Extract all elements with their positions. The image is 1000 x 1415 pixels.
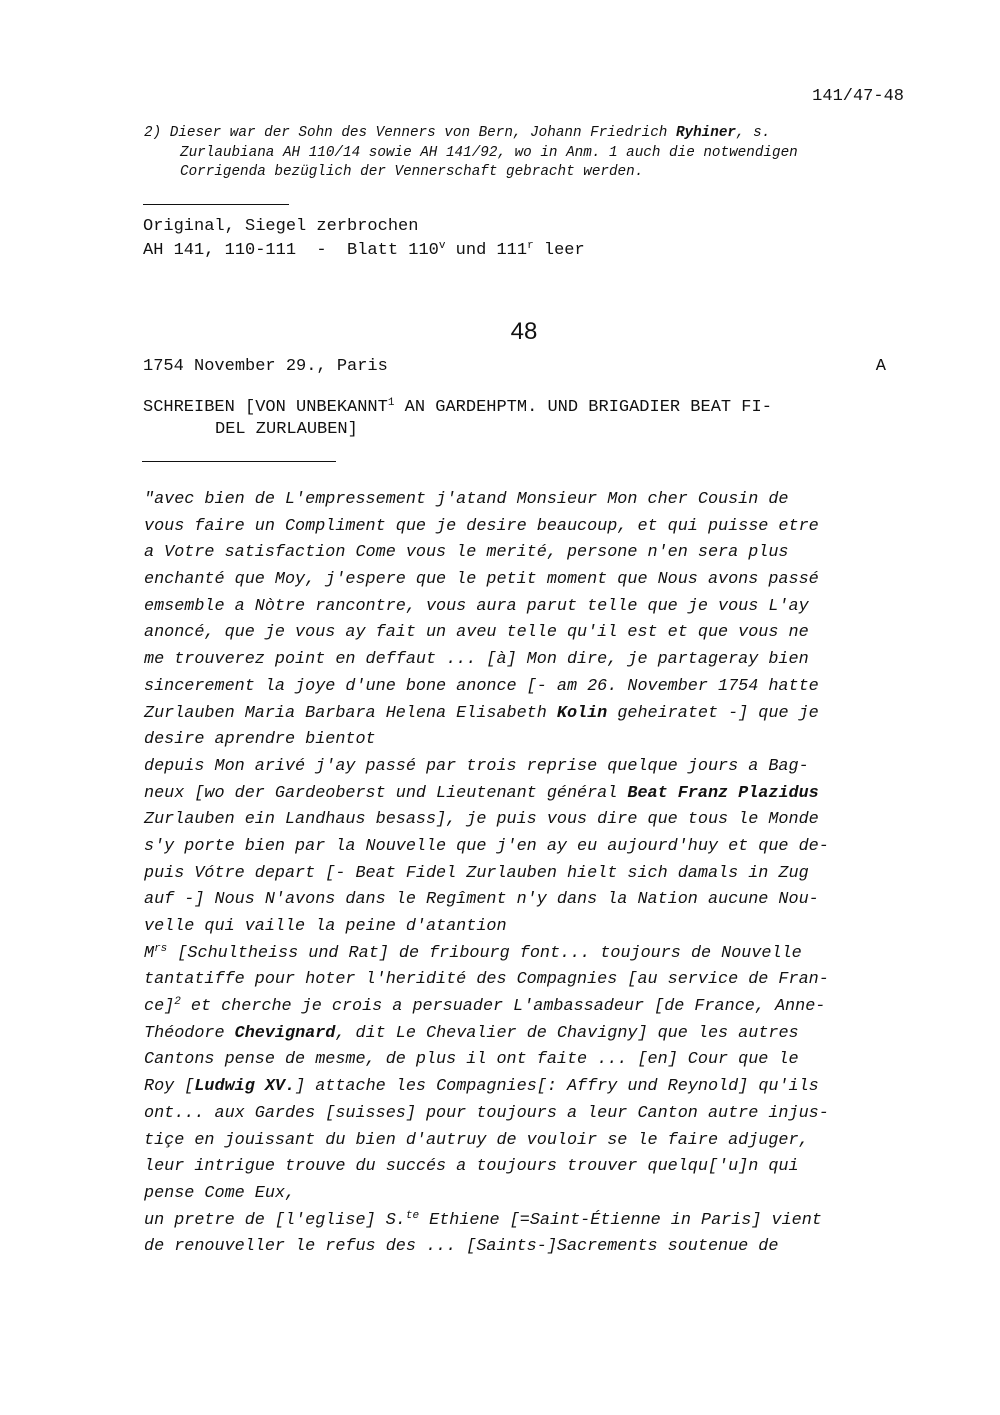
body-line xyxy=(144,514,914,541)
text-segment: Zurlaubiana AH 110/14 sowie AH 141/92, wo in Anm. 1 auch die notwendigen xyxy=(180,144,798,161)
footnote xyxy=(144,124,924,183)
text-segment: geheiratet -] que je xyxy=(607,703,819,723)
superscript: te xyxy=(405,1209,420,1222)
text-segment: Zurlauben Maria Barbara Helena Elisabeth xyxy=(144,703,557,723)
text-segment: M xyxy=(144,943,155,963)
body-line xyxy=(144,620,914,647)
body-line xyxy=(144,701,914,728)
text-segment: , dit Le Chevalier de Chavigny] que les autres xyxy=(335,1023,799,1043)
text-segment: neux [wo der Gardeoberst und Lieutenant général xyxy=(144,783,628,803)
text-segment: Zurlauben ein Landhaus besass], je puis vous dire que tous le Monde xyxy=(144,810,819,830)
body-line xyxy=(144,1047,914,1074)
text-segment: und 111 xyxy=(445,241,528,260)
footnote-line xyxy=(144,144,924,164)
body-line xyxy=(144,1234,914,1261)
document-type: A xyxy=(875,357,886,376)
text-segment: SCHREIBEN [VON UNBEKANNT xyxy=(143,398,388,417)
text-segment: tantatiffe pour hoter l'heridité des Compagnies [au service de Fran- xyxy=(144,970,829,990)
body-line xyxy=(144,994,914,1021)
document-number: 48 xyxy=(510,318,538,345)
body-line xyxy=(144,594,914,621)
text-segment: AN GARDEHPTM. UND BRIGADIER BEAT FI- xyxy=(394,398,772,417)
body-line xyxy=(144,807,914,834)
bold-name: Kolin xyxy=(556,703,608,723)
superscript: v xyxy=(438,240,446,252)
text-segment: , s. xyxy=(736,125,771,141)
text-segment: pense Come Eux, xyxy=(144,1183,296,1203)
text-segment: enchanté que Moy, j'espere que le petit moment que Nous avons passé xyxy=(144,570,819,590)
text-segment: leer xyxy=(533,241,585,260)
body-line xyxy=(144,1154,914,1181)
text-segment: desire aprendre bientot xyxy=(144,730,376,750)
body-line xyxy=(144,834,914,861)
body-line xyxy=(144,1128,914,1155)
text-segment: velle qui vaille la peine d'atantion xyxy=(144,917,507,936)
body-line xyxy=(144,567,914,594)
divider-top xyxy=(143,204,289,205)
body-line xyxy=(144,914,914,941)
text-segment: tiçe en jouissant du bien d'autruy de vouloir se le faire adjuger, xyxy=(144,1130,809,1150)
text-segment: puis Vótre depart [- Beat Fidel Zurlauben hielt sich damals in Zug xyxy=(144,863,809,883)
text-segment: DEL ZURLAUBEN] xyxy=(215,420,358,439)
letter-body xyxy=(144,487,914,1261)
text-segment: a Votre satisfaction Come vous le merité, persone n'en sera plus xyxy=(144,543,789,563)
text-segment: [Schultheiss und Rat] de fribourg font... toujours de Nouvelle xyxy=(167,943,802,963)
text-segment: Cantons pense de mesme, de plus il ont faite ... [en] Cour que le xyxy=(144,1050,799,1070)
text-segment: s'y porte bien par la Nouvelle que j'en ay eu aujourd'huy et que de- xyxy=(144,836,829,856)
body-line xyxy=(144,1101,914,1128)
body-line xyxy=(144,887,914,914)
text-segment: sincerement la joye d'une bone anonce [- am 26. November 1754 hatte xyxy=(144,676,819,696)
text-segment: un pretre de [l'eglise] S. xyxy=(144,1210,406,1230)
body-line xyxy=(144,727,914,754)
body-line xyxy=(144,1021,914,1048)
body-line xyxy=(144,941,914,968)
body-line xyxy=(144,967,914,994)
body-line xyxy=(144,1208,914,1235)
body-line xyxy=(144,1181,914,1208)
footnote-line xyxy=(144,124,924,144)
text-segment: "avec bien de L'empressement j'atand Monsieur Mon cher Cousin de xyxy=(144,490,789,509)
text-segment: 2) Dieser war der Sohn des Venners von Bern, Johann Friedrich xyxy=(144,125,676,141)
bold-name: Beat Franz Plazidus xyxy=(627,783,819,803)
text-segment: ] attache les Compagnies[: Affry und Reynold] qu'ils xyxy=(295,1077,819,1097)
text-segment: leur intrigue trouve du succés a toujours trouver quelqu['u]n qui xyxy=(144,1157,799,1177)
bold-name: Ludwig XV. xyxy=(194,1077,296,1097)
text-segment: AH 141, 110-111 - Blatt 110 xyxy=(143,241,439,260)
text-segment: depuis Mon arivé j'ay passé par trois reprise quelque jours a Bag- xyxy=(144,756,809,776)
text-segment: Roy [ xyxy=(144,1077,195,1097)
superscript: rs xyxy=(154,942,168,955)
text-segment: me trouverez point en deffaut ... [à] Mon dire, je partageray bien xyxy=(144,650,809,670)
bold-name: Chevignard xyxy=(234,1023,336,1043)
source-reference xyxy=(143,241,585,260)
text-segment: emsemble a Nòtre rancontre, vous aura parut telle que je vous L'ay xyxy=(144,596,809,616)
text-segment: Corrigenda bezüglich der Vennerschaft gebracht werden. xyxy=(180,164,644,180)
text-segment: ce] xyxy=(144,997,175,1017)
text-segment: auf -] Nous N'avons dans le Regîment n'y dans la Nation aucune Nou- xyxy=(144,890,819,910)
text-segment: ont... aux Gardes [suisses] pour toujours a leur Canton autre injus- xyxy=(144,1103,829,1123)
date-place: 1754 November 29., Paris xyxy=(143,357,388,376)
document-heading-line2 xyxy=(215,420,358,439)
text-segment: vous faire un Compliment que je desire beaucoup, et qui puisse etre xyxy=(144,516,819,536)
text-segment: anoncé, que je vous ay fait un aveu telle qu'il est et que vous ne xyxy=(144,623,809,643)
body-line xyxy=(144,861,914,888)
text-segment: et cherche je crois a persuader L'ambassadeur [de France, Anne- xyxy=(180,997,826,1017)
body-line xyxy=(144,754,914,781)
bold-name: Ryhiner xyxy=(675,125,736,141)
text-segment: de renouveller le refus des ... [Saints-]Sacrements soutenue de xyxy=(144,1237,779,1257)
source-note: Original, Siegel zerbrochen xyxy=(143,217,419,236)
text-segment: Ethiene [=Saint-Étienne in Paris] vient xyxy=(419,1210,822,1230)
document-heading-line1 xyxy=(143,398,772,417)
superscript: 1 xyxy=(387,397,395,409)
text-segment: Théodore xyxy=(144,1023,235,1043)
body-line xyxy=(144,647,914,674)
superscript: r xyxy=(527,240,534,252)
body-line xyxy=(144,540,914,567)
divider-heading xyxy=(142,461,336,462)
body-line xyxy=(144,1074,914,1101)
body-line xyxy=(144,781,914,808)
superscript: 2 xyxy=(174,996,181,1009)
page-number: 141/47-48 xyxy=(812,87,904,106)
body-line xyxy=(144,674,914,701)
footnote-line xyxy=(144,163,924,183)
body-line xyxy=(144,487,914,514)
